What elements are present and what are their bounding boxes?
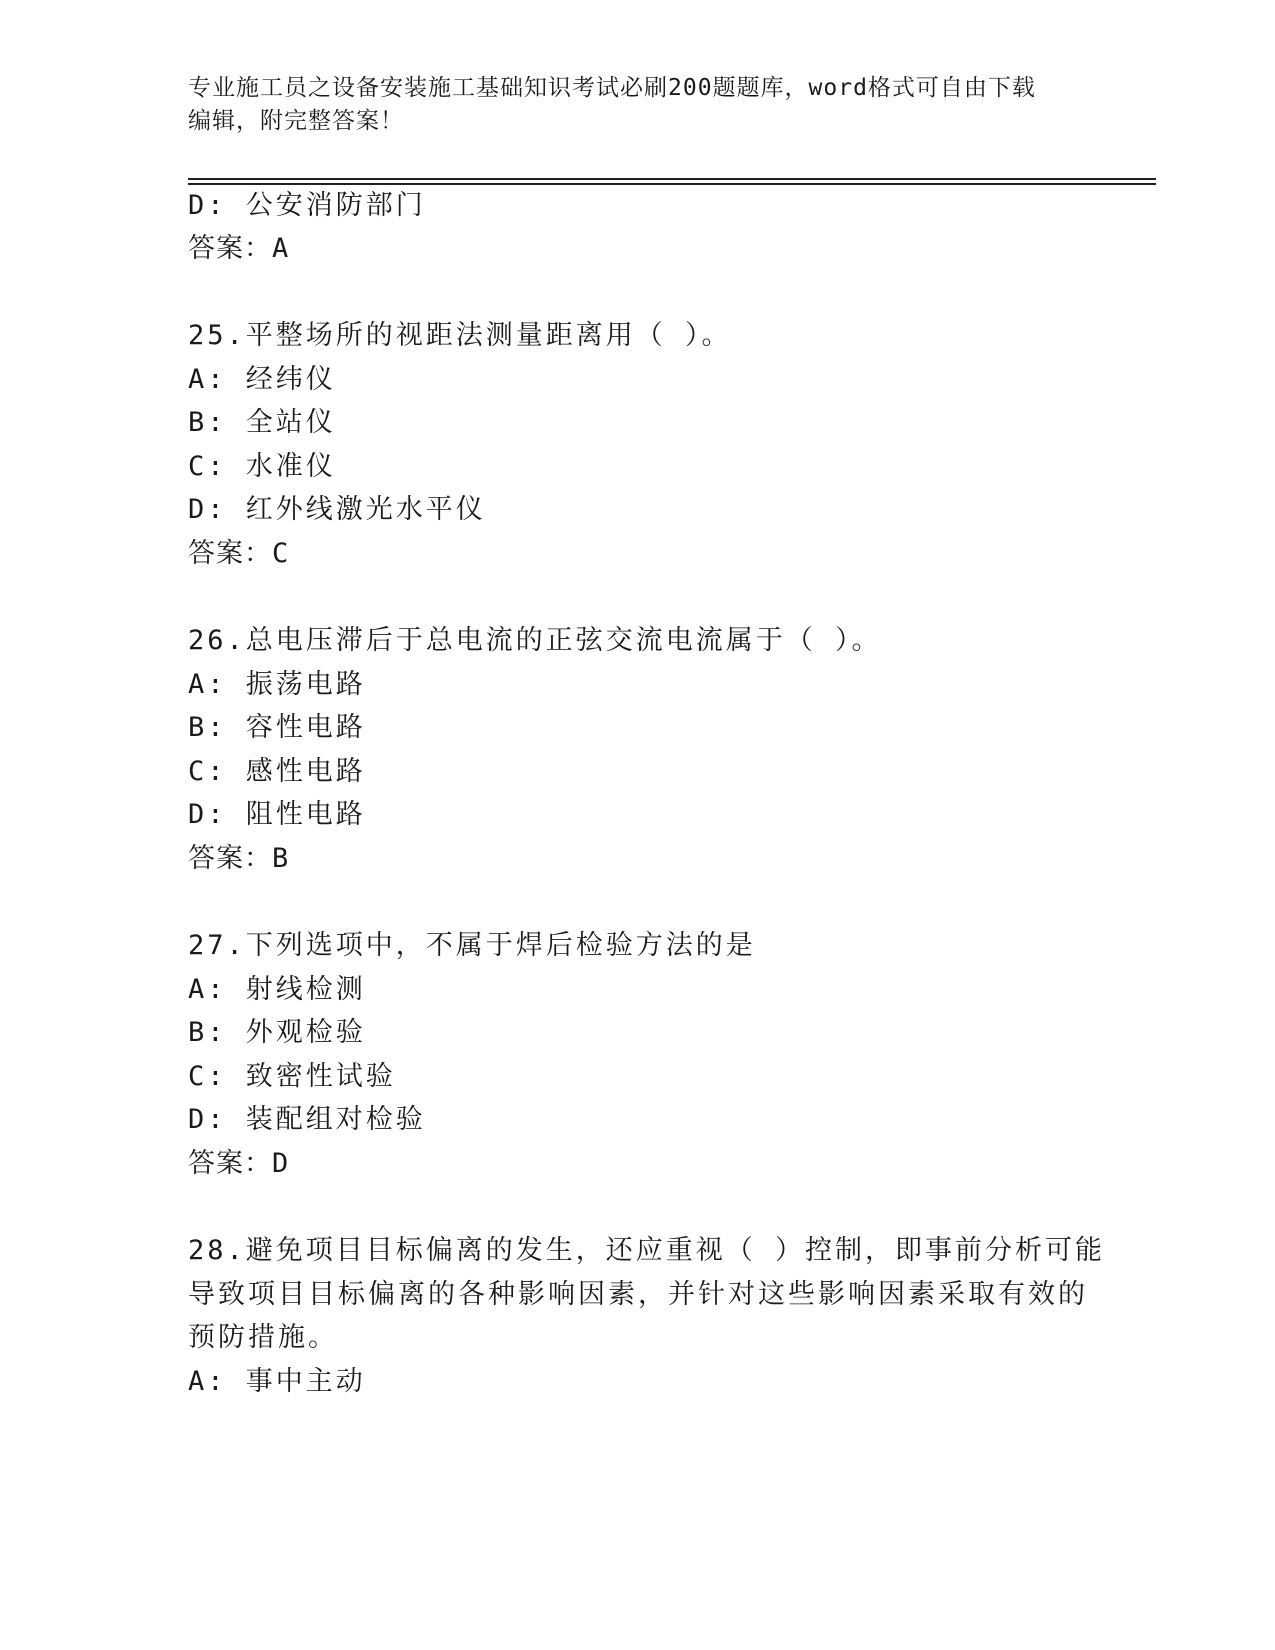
question-27-option-c: C: 致密性试验: [188, 1061, 396, 1092]
answer-label: 答案：: [188, 843, 272, 874]
answer-value: B: [272, 843, 290, 874]
prev-question-option-d: D: 公安消防部门: [188, 190, 426, 221]
question-26-option-c: C: 感性电路: [188, 756, 366, 787]
question-28-stem-line-3: 预防措施。: [188, 1322, 338, 1353]
header-title-line-1: 专业施工员之设备安装施工基础知识考试必刷200题题库，word格式可自由下载: [188, 75, 1036, 101]
answer-label: 答案：: [188, 1148, 272, 1179]
question-25-option-b: B: 全站仪: [188, 407, 336, 438]
question-27-option-b: B: 外观检验: [188, 1017, 366, 1048]
question-25-option-a: A: 经纬仪: [188, 364, 336, 395]
answer-value: D: [272, 1148, 290, 1179]
question-25-option-d: D: 红外线激光水平仪: [188, 494, 486, 525]
document-header: [188, 72, 1088, 138]
answer-value: C: [272, 538, 290, 569]
question-28-option-a: A: 事中主动: [188, 1366, 366, 1397]
answer-value: A: [272, 233, 290, 264]
question-28-stem-line-2: 导致项目目标偏离的各种影响因素，并针对这些影响因素采取有效的: [188, 1279, 1088, 1310]
question-25-stem: 25.平整场所的视距法测量距离用（ ）。: [188, 320, 732, 351]
question-25-option-c: C: 水准仪: [188, 451, 336, 482]
prev-question-answer: [188, 231, 289, 267]
answer-label: 答案：: [188, 233, 272, 264]
question-27-option-d: D: 装配组对检验: [188, 1104, 426, 1135]
header-divider-bottom: [188, 183, 1156, 185]
header-title-line-2: 编辑，附完整答案！: [188, 108, 404, 134]
question-26-option-a: A: 振荡电路: [188, 669, 366, 700]
header-divider-top: [188, 178, 1156, 180]
question-27-stem: 27.下列选项中，不属于焊后检验方法的是: [188, 930, 756, 961]
answer-label: 答案：: [188, 538, 272, 569]
question-27-answer: [188, 1146, 289, 1182]
question-27-option-a: A: 射线检测: [188, 974, 366, 1005]
question-25-answer: [188, 536, 289, 572]
question-26-option-d: D: 阻性电路: [188, 799, 366, 830]
question-28-stem-line-1: 28.避免项目目标偏离的发生，还应重视（ ）控制，即事前分析可能: [188, 1235, 1106, 1266]
question-26-stem: 26.总电压滞后于总电流的正弦交流电流属于（ ）。: [188, 625, 882, 656]
question-26-answer: [188, 841, 289, 877]
question-26-option-b: B: 容性电路: [188, 712, 366, 743]
